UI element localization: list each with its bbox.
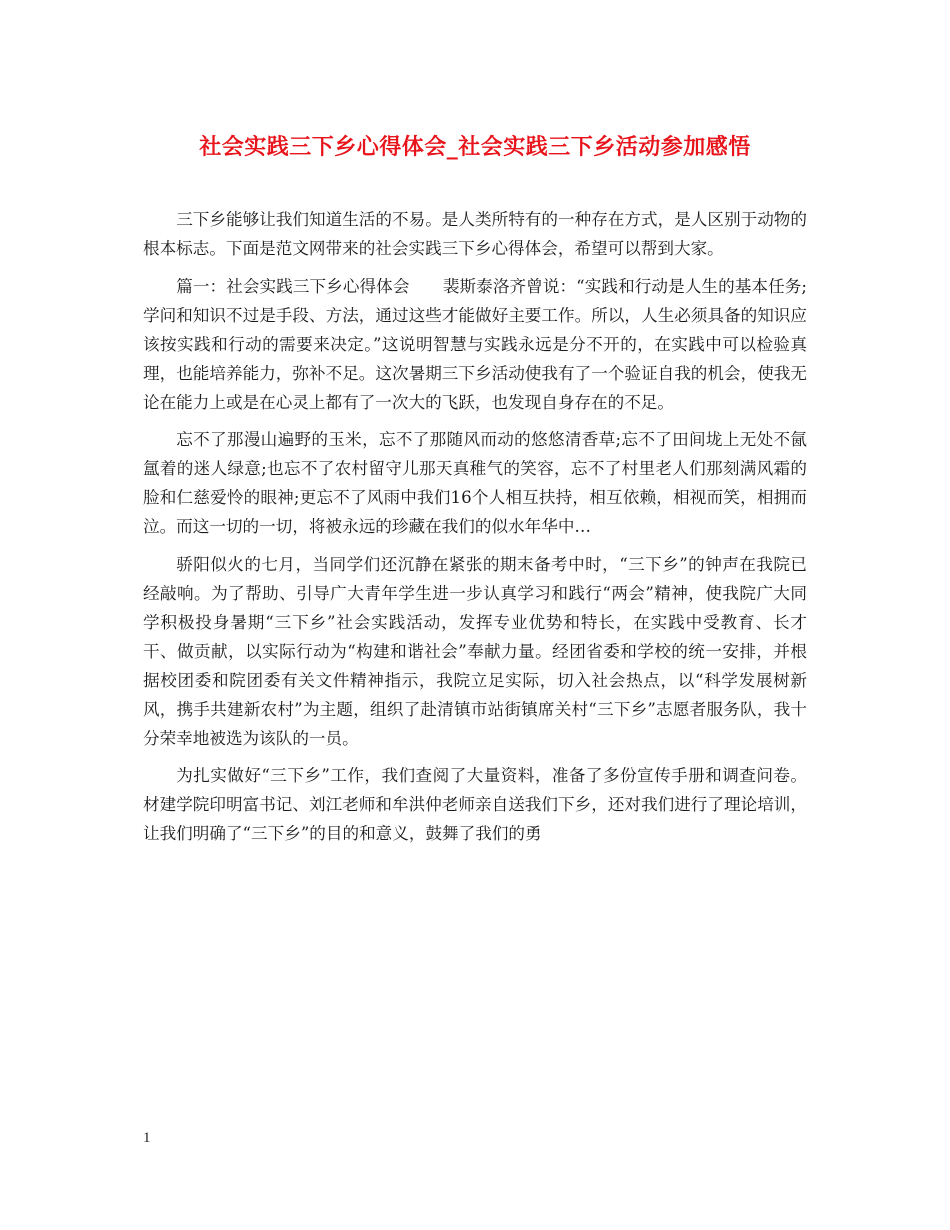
paragraph-july: 骄阳似火的七月，当同学们还沉静在紧张的期末备考中时，“三下乡”的钟声在我院已经敲响。为了帮助、引导广大青年学生进一步认真学习和践行“两会”精神，使我院广大同学积极投身暑期“三下乡”社会实践活动，发挥专业优势和特长，在实践中受教育、长才干、做贡献，以实际行动为“构建和谐社会”奉献力量。经团省委和学校的统一安排，并根据校团委和院团委有关文件精神指示，我院立足实际，切入社会热点，以“科学发展树新风，携手共建新农村”为主题，组织了赴清镇市站街镇席关村“三下乡”志愿者服务队，我十分荣幸地被选为该队的一员。: [143, 554, 807, 748]
paragraph-intro: 三下乡能够让我们知道生活的不易。是人类所特有的一种存在方式，是人区别于动物的根本标志。下面是范文网带来的社会实践三下乡心得体会，希望可以帮到大家。: [143, 210, 807, 258]
paragraph-memories: 忘不了那漫山遍野的玉米，忘不了那随风而动的悠悠清香草;忘不了田间垅上无处不氤氲着的迷人绿意;也忘不了农村留守儿那天真稚气的笑容，忘不了村里老人们那刻满风霜的脸和仁慈爱怜的眼神;更忘不了风雨中我们16个人相互扶持，相互依赖，相视而笑，相拥而泣。而这一切的一切，将被永远的珍藏在我们的似水年华中…: [143, 430, 807, 536]
paragraph-part-one: 篇一：社会实践三下乡心得体会 裴斯泰洛齐曾说：“实践和行动是人生的基本任务;学问和知识不过是手段、方法，通过这些才能做好主要工作。所以，人生必须具备的知识应该按实践和行动的需要来决定。”这说明智慧与实践永远是分不开的，在实践中可以检验真理，也能培养能力，弥补不足。这次暑期三下乡活动使我有了一个验证自我的机会，使我无论在能力上或是在心灵上都有了一次大的飞跃，也发现自身存在的不足。: [143, 276, 807, 412]
page-title: 社会实践三下乡心得体会_社会实践三下乡活动参加感悟: [199, 135, 751, 160]
paragraph-preparation: 为扎实做好“三下乡”工作，我们查阅了大量资料，准备了多份宣传手册和调查问卷。材建学院印明富书记、刘江老师和牟洪仲老师亲自送我们下乡，还对我们进行了理论培训，让我们明确了“三下乡”的目的和意义，鼓舞了我们的勇: [143, 766, 807, 843]
page-number: 1: [143, 1130, 151, 1146]
document-body: [143, 205, 807, 857]
